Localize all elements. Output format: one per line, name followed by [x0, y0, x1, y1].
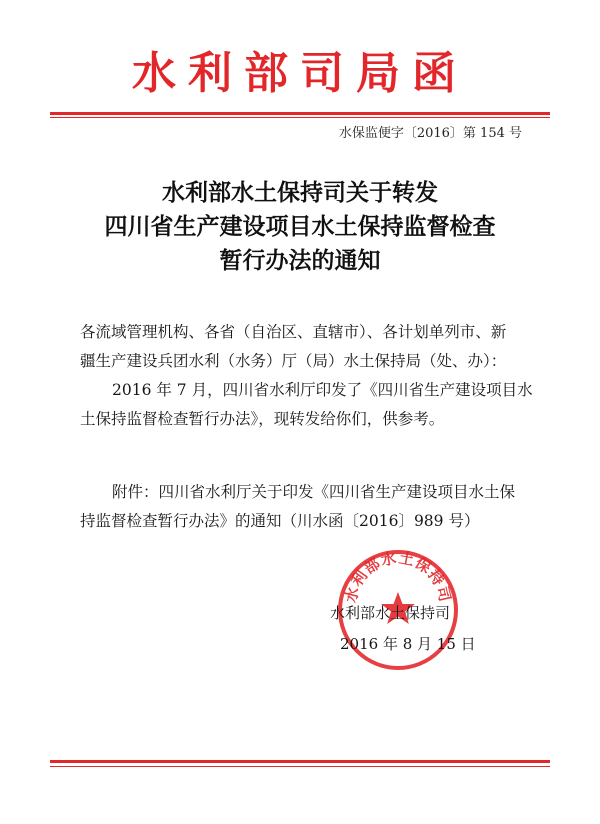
- signature-date: 2016 年 8 月 15 日: [340, 635, 476, 653]
- footer-rule-thick: [50, 760, 550, 763]
- attachment-line: 持监督检查暂行办法》的通知（川水函〔2016〕989 号）: [80, 512, 480, 530]
- document-title: [0, 176, 600, 278]
- title-line: 水利部水土保持司关于转发: [162, 180, 438, 206]
- addressee-line: 疆生产建设兵团水利（水务）厅（局）水土保持局（处、办）：: [80, 352, 507, 370]
- signature-block: [330, 598, 476, 660]
- addressee-block: [80, 318, 520, 376]
- document-number: 水保监便字〔2016〕第 154 号: [338, 126, 522, 141]
- body-line: 2016 年 7 月，四川省水利厅印发了《四川省生产建设项目水: [112, 381, 533, 399]
- signature-org: 水利部水土保持司: [330, 604, 451, 622]
- addressee-line: 各流域管理机构、各省（自治区、直辖市）、各计划单列市、新: [80, 323, 507, 341]
- letterhead-rule-thin: [50, 117, 550, 118]
- attachment-line: 附件：四川省水利厅关于印发《四川省生产建设项目水土保: [112, 483, 516, 501]
- letterhead-rule-thick: [50, 112, 550, 115]
- seal-text: 水利部水土保持司: [341, 548, 455, 605]
- title-line: 四川省生产建设项目水土保持监督检查: [104, 214, 496, 240]
- body-line: 土保持监督检查暂行办法》，现转发给你们，供参考。: [80, 410, 445, 428]
- attachment-paragraph: [80, 478, 520, 536]
- title-line: 暂行办法的通知: [219, 248, 381, 274]
- letterhead-title: 水利部司局函: [132, 48, 468, 99]
- body-paragraph: [80, 376, 533, 434]
- footer-rule-thin: [50, 766, 550, 767]
